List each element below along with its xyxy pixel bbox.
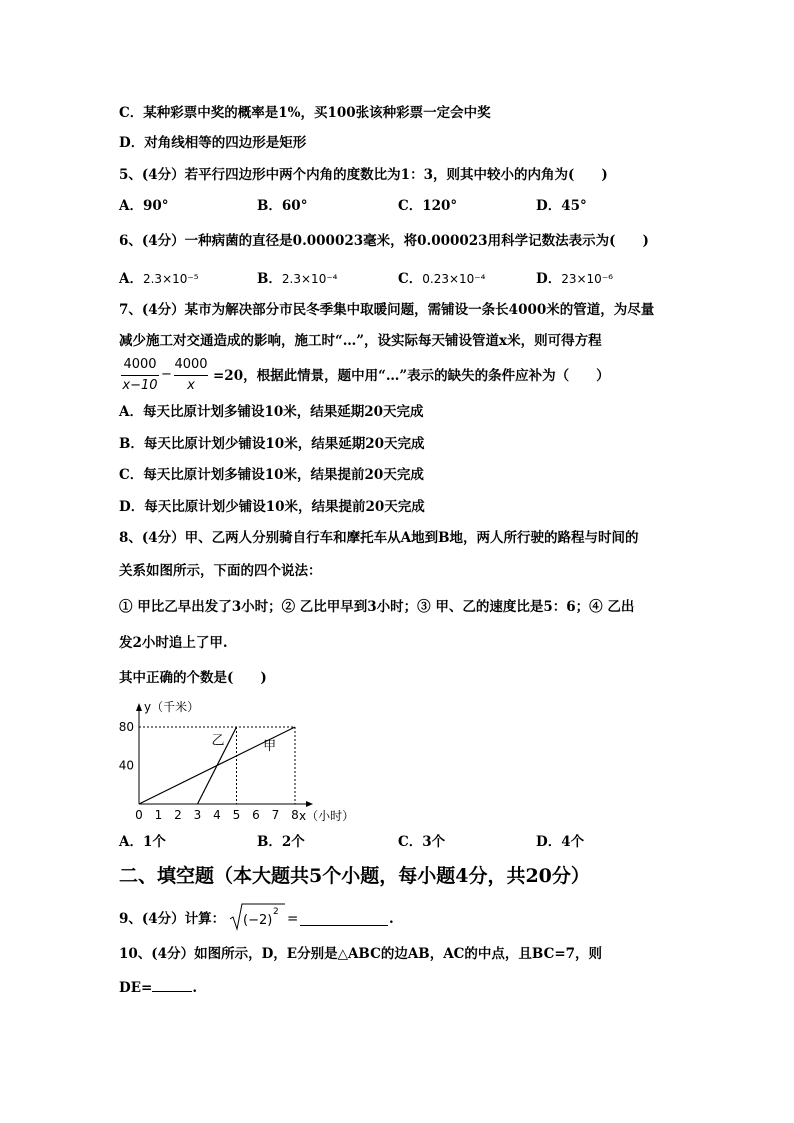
q4-option-c: C．某种彩票中奖的概率是1%，买100张该种彩票一定会中奖 — [119, 105, 491, 121]
q6-option-c — [398, 270, 485, 288]
q9-equals: = — [287, 911, 299, 927]
y-axis-label: y（千米） — [144, 700, 200, 714]
fraction1-bar — [121, 375, 159, 376]
x-tick-label: 5 — [232, 808, 241, 822]
q10-stem-line1: 10、(4分）如图所示，D，E分别是△ABC的边AB，AC的中点，且BC=7，则 — [119, 946, 603, 962]
y-tick-label: 40 — [118, 758, 134, 773]
q10-stem-line2 — [119, 977, 197, 997]
q8-option-b: B．2个 — [257, 834, 305, 850]
q6-option-d-label: D． — [536, 271, 562, 287]
q8-statements-line1: ① 甲比乙早出发了3小时；② 乙比甲早到3小时；③ 甲、乙的速度比是5：6；④ 乙出 — [119, 599, 635, 615]
q6-option-c-value: 0.23×10⁻⁴ — [422, 272, 486, 286]
q5-option-d: D．45° — [536, 198, 587, 214]
distance-time-chart — [110, 693, 370, 828]
x-tick-label: 7 — [271, 808, 280, 822]
q5-option-a: A．90° — [119, 198, 169, 214]
x-tick-label: 2 — [174, 808, 182, 822]
q7-option-a: A．每天比原计划多铺设10米，结果延期20天完成 — [119, 404, 424, 420]
q7-option-c: C．每天比原计划多铺设10米，结果提前20天完成 — [119, 467, 424, 483]
q4-option-d: D．对角线相等的四边形是矩形 — [119, 135, 307, 151]
x-axis-label: x（小时） — [299, 809, 355, 823]
q6-option-a-value: 2.3×10⁻⁵ — [142, 272, 199, 286]
q7-option-b: B．每天比原计划少铺设10米，结果延期20天完成 — [119, 436, 425, 452]
y-axis-arrow — [136, 703, 142, 711]
x-tick-label: 0 — [135, 808, 143, 822]
q7-stem-line3: =20，根据此情景，题中用“…”表示的缺失的条件应补为（ ） — [213, 368, 610, 384]
q6-option-b — [257, 270, 337, 288]
q7-option-d: D．每天比原计划少铺设10米，结果提前20天完成 — [119, 499, 425, 515]
series-label-jia: 甲 — [263, 739, 277, 755]
radicand: (−2) — [243, 913, 273, 928]
x-axis-arrow — [306, 801, 313, 807]
x-tick-label: 3 — [193, 808, 202, 822]
fraction2-denominator: x — [187, 378, 195, 393]
q6-option-d-value: 23×10⁻⁶ — [561, 272, 613, 286]
q5-stem: 5、(4分）若平行四边形中两个内角的度数比为1：3，则其中较小的内角为( ) — [119, 167, 608, 183]
q6-option-a — [119, 270, 199, 288]
q6-option-b-value: 2.3×10⁻⁴ — [281, 272, 338, 286]
q5-option-b: B．60° — [257, 198, 308, 214]
fraction-minus: − — [161, 367, 172, 382]
q7-equation-fraction — [119, 355, 211, 397]
y-tick-label: 80 — [118, 720, 134, 734]
q6-option-a-label: A． — [119, 271, 143, 287]
q6-option-b-label: B． — [257, 271, 282, 287]
q6-option-d — [536, 270, 613, 288]
x-tick-label: 1 — [154, 808, 163, 822]
q8-option-a: A．1个 — [119, 834, 166, 850]
q7-stem-line1: 7、(4分）某市为解决部分市民冬季集中取暖问题，需铺设一条长4000米的管道，为尽量 — [119, 302, 655, 318]
fraction2-bar — [174, 375, 208, 376]
q8-stem-line1: 8、(4分）甲、乙两人分别骑自行车和摩托车从A地到B地，两人所行驶的路程与时间的 — [119, 530, 639, 546]
q6-stem: 6、(4分）一种病菌的直径是0.000023毫米，将0.000023用科学记数法表示为( ) — [119, 233, 649, 249]
section-title: 二、填空题（本大题共5个小题，每小题4分，共20分） — [119, 865, 590, 887]
q9-answer-blank[interactable] — [300, 910, 388, 926]
x-tick-label: 4 — [213, 808, 221, 822]
q10-answer-blank[interactable] — [152, 977, 192, 992]
q8-option-d: D．4个 — [536, 834, 585, 850]
q9-prefix: 9、(4分）计算： — [119, 911, 226, 927]
series-label-yi: 乙 — [211, 733, 225, 749]
x-tick-label: 6 — [252, 808, 260, 822]
q8-stem-line2: 关系如图所示，下面的四个说法： — [119, 563, 322, 579]
x-tick-label: 8 — [291, 808, 299, 822]
q9-suffix: . — [389, 911, 394, 927]
q7-stem-line2: 减少施工对交通造成的影响，施工时“…”，设实际每天铺设管道x米，则可得方程 — [119, 333, 602, 349]
q6-option-c-label: C． — [398, 271, 423, 287]
fraction1-numerator: 4000 — [123, 357, 157, 372]
q10-end: . — [192, 980, 198, 996]
q8-question: 其中正确的个数是( ) — [119, 670, 267, 686]
q10-de-label: DE= — [119, 980, 153, 996]
radicand-exponent: 2 — [273, 907, 279, 917]
q8-statements-line2: 发2小时追上了甲. — [119, 635, 228, 651]
q8-option-c: C．3个 — [398, 834, 446, 850]
sqrt-expression — [228, 902, 286, 932]
q5-option-c: C．120° — [398, 198, 458, 214]
fraction1-denominator: x−10 — [122, 378, 158, 393]
fraction2-numerator: 4000 — [174, 357, 208, 372]
